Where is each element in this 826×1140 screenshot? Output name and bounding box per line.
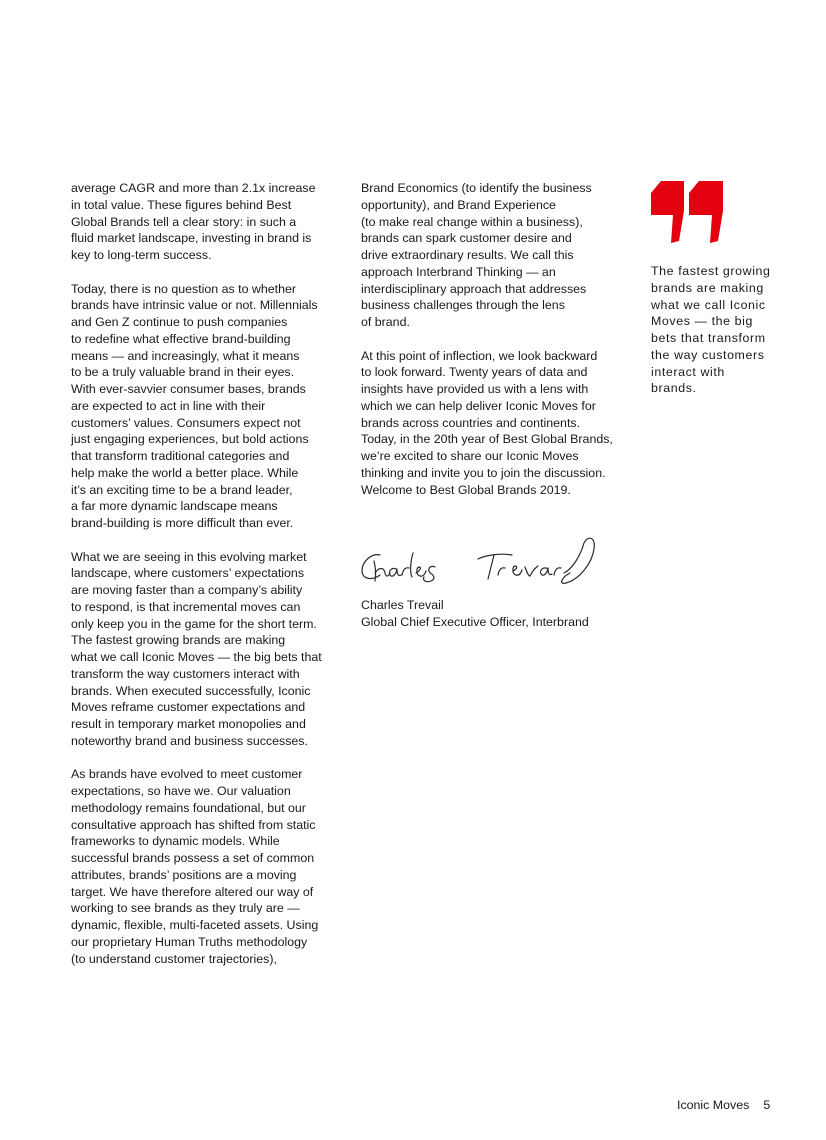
text-line: of brand. (361, 315, 410, 329)
text-line: Welcome to Best Global Brands 2019. (361, 482, 571, 497)
pull-quote-line: brands. (651, 381, 697, 396)
body-column-middle (361, 180, 613, 498)
signature-block (361, 597, 589, 631)
page-footer (677, 1098, 770, 1112)
text-line: landscape, where customers’ expectations (71, 566, 305, 581)
text-line: (to understand customer trajectories), (71, 951, 277, 966)
text-line: it’s an exciting time to be a brand leader, (71, 482, 293, 497)
quote-mark-right (689, 181, 723, 243)
text-line: working to see brands as they truly are — (71, 901, 300, 916)
text-line: business challenges through the lens (361, 298, 565, 313)
text-line: key to long-term success. (71, 248, 212, 262)
text-line: customers’ values. Consumers expect not (71, 415, 301, 430)
text-line: noteworthy brand and business successes. (71, 733, 308, 748)
page-number: 5 (763, 1098, 771, 1112)
text-line: interdisciplinary approach that addresses (361, 281, 587, 296)
text-line: to be a truly valuable brand in their eyes. (71, 365, 295, 380)
pull-quote-line: the way customers (651, 347, 765, 362)
text-line: a far more dynamic landscape means (71, 499, 278, 514)
pull-quote-line: bets that transform (651, 331, 766, 345)
text-line: to look forward. Twenty years of data and (361, 365, 588, 380)
text-line: brands have intrinsic value or not. Millennials (71, 298, 318, 313)
signature-image (358, 533, 603, 588)
text-line: that transform traditional categories and (71, 449, 290, 463)
text-line: what we call Iconic Moves — the big bets that (71, 650, 322, 664)
text-line: are moving faster than a company’s ability (71, 583, 303, 597)
quote-mark-icon (651, 181, 725, 245)
text-line: brands across countries and continents. (361, 415, 581, 430)
text-line: to respond, is that incremental moves can (71, 599, 301, 614)
text-line: With ever-savvier consumer bases, brands (71, 382, 306, 396)
text-line: Moves reframe customer expectations and (71, 700, 306, 715)
text-line: brands. When executed successfully, Iconic (71, 683, 311, 698)
paragraph-gap (71, 264, 322, 281)
text-line: successful brands possess a set of common (71, 851, 315, 865)
text-line: insights have provided us with a lens with (361, 382, 589, 396)
text-line: brand-building is more difficult than ever. (71, 516, 294, 530)
paragraph-gap (71, 750, 322, 767)
text-line: methodology remains foundational, but our (71, 800, 306, 815)
text-line: frameworks to dynamic models. While (71, 834, 280, 849)
text-line: The fastest growing brands are making (71, 633, 286, 648)
text-line: opportunity), and Brand Experience (361, 197, 556, 212)
text-line: and Gen Z continue to push companies (71, 315, 288, 329)
pull-quote-line: interact with (651, 364, 725, 379)
text-line: only keep you in the game for the short term. (71, 616, 317, 631)
text-line: average CAGR and more than 2.1x increase (71, 181, 316, 195)
paragraph-gap (71, 532, 322, 549)
pull-quote (651, 263, 771, 397)
text-line: to redefine what effective brand-building (71, 331, 291, 346)
text-line: approach Interbrand Thinking — an (361, 264, 556, 279)
text-line: Today, there is no question as to whether (71, 281, 297, 296)
signatory-title: Global Chief Executive Officer, Interbrand (361, 614, 589, 629)
text-line: As brands have evolved to meet customer (71, 767, 303, 782)
text-line: consultative approach has shifted from static (71, 817, 316, 832)
text-line: Brand Economics (to identify the business (361, 181, 592, 195)
text-line: thinking and invite you to join the discussion. (361, 465, 606, 480)
footer-section-title: Iconic Moves (677, 1098, 750, 1112)
text-line: we’re excited to share our Iconic Moves (361, 449, 579, 463)
pull-quote-line: The fastest growing (651, 264, 771, 278)
text-line: Today, in the 20th year of Best Global Brands, (361, 432, 613, 447)
text-line: means — and increasingly, what it means (71, 348, 300, 363)
text-line: result in temporary market monopolies and (71, 717, 306, 731)
text-line: target. We have therefore altered our way of (71, 884, 314, 899)
paragraph-gap (361, 331, 613, 348)
text-line: At this point of inflection, we look backward (361, 348, 598, 363)
text-line: drive extraordinary results. We call this (361, 248, 574, 262)
text-line: dynamic, flexible, multi-faceted assets. Using (71, 918, 319, 932)
text-line: our proprietary Human Truths methodology (71, 934, 308, 949)
text-line: transform the way customers interact with (71, 666, 300, 681)
body-column-left (71, 180, 322, 967)
text-line: Global Brands tell a clear story: in such a (71, 214, 297, 229)
text-line: expectations, so have we. Our valuation (71, 784, 291, 798)
text-line: (to make real change within a business), (361, 214, 583, 229)
text-line: attributes, brands’ positions are a moving (71, 867, 297, 882)
text-line: in total value. These figures behind Best (71, 197, 292, 212)
pull-quote-line: Moves — the big (651, 314, 753, 329)
text-line: fluid market landscape, investing in brand is (71, 231, 312, 246)
text-line: brands can spark customer desire and (361, 231, 572, 246)
signatory-name: Charles Trevail (361, 598, 444, 612)
pull-quote-line: brands are making (651, 280, 764, 295)
text-line: just engaging experiences, but bold actions (71, 432, 309, 447)
quote-mark-left (651, 181, 684, 243)
text-line: are expected to act in line with their (71, 398, 266, 413)
text-line: help make the world a better place. While (71, 465, 299, 480)
text-line: What we are seeing in this evolving market (71, 549, 307, 564)
pull-quote-line: what we call Iconic (651, 297, 766, 312)
text-line: which we can help deliver Iconic Moves for (361, 398, 596, 413)
